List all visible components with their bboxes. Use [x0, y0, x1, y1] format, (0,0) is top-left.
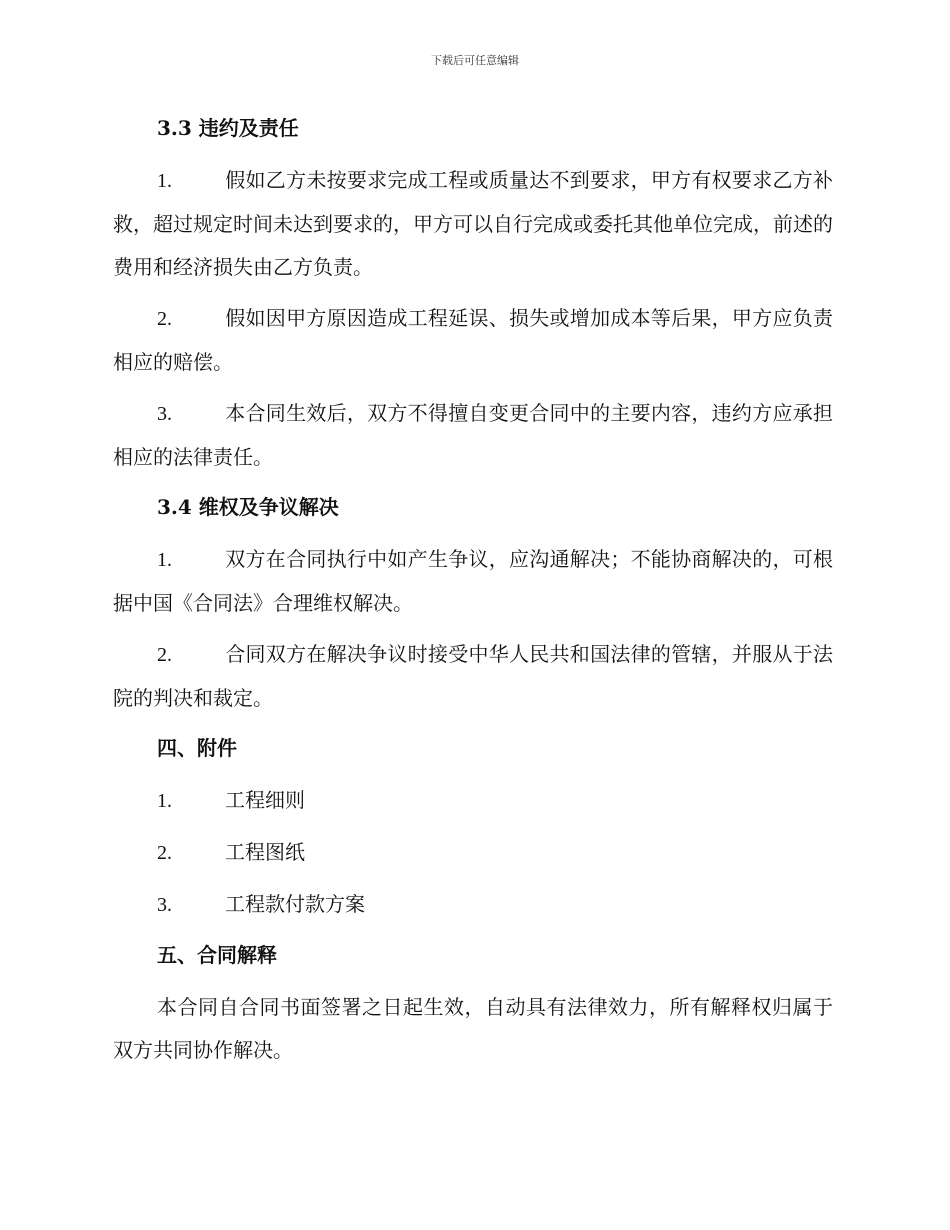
item-number: 2.	[157, 644, 172, 666]
item-number: 2.	[157, 842, 172, 864]
item-number: 1.	[157, 549, 172, 571]
item-text: 合同双方在解决争议时接受中华人民共和国法律的管辖，并服从于法院的判决和裁定。	[113, 642, 833, 710]
list-item	[113, 159, 833, 289]
item-text: 假如因甲方原因造成工程延误、损失或增加成本等后果，甲方应负责相应的赔偿。	[113, 306, 833, 374]
list-item	[113, 297, 833, 384]
section-heading-3-3: 3.3 违约及责任	[157, 116, 299, 140]
list-item	[113, 779, 833, 823]
item-number: 1.	[157, 790, 172, 812]
list-item	[113, 633, 833, 720]
section-heading-5: 五、合同解释	[157, 943, 277, 967]
list-item	[113, 392, 833, 479]
item-text: 工程细则	[225, 788, 305, 812]
list-item	[113, 883, 833, 927]
list-item	[113, 831, 833, 875]
section-heading-3-4: 3.4 维权及争议解决	[157, 495, 339, 519]
paragraph: 本合同自合同书面签署之日起生效，自动具有法律效力，所有解释权归属于双方共同协作解决。	[113, 995, 833, 1062]
item-text: 假如乙方未按要求完成工程或质量达不到要求，甲方有权要求乙方补救，超过规定时间未达到要求的，甲方可以自行完成或委托其他单位完成，前述的费用和经济损失由乙方负责。	[113, 168, 833, 279]
page-header: 下载后可任意编辑	[431, 54, 519, 67]
list-item	[113, 538, 833, 625]
section-heading-4: 四、附件	[157, 736, 237, 760]
item-text: 工程图纸	[225, 840, 305, 864]
item-number: 1.	[157, 170, 172, 192]
item-text: 双方在合同执行中如产生争议，应沟通解决；不能协商解决的，可根据中国《合同法》合理维权解决。	[113, 547, 833, 615]
item-number: 3.	[157, 403, 172, 425]
item-number: 2.	[157, 308, 172, 330]
item-text: 本合同生效后，双方不得擅自变更合同中的主要内容，违约方应承担相应的法律责任。	[113, 401, 833, 469]
item-text: 工程款付款方案	[225, 892, 365, 916]
item-number: 3.	[157, 894, 172, 916]
document-body	[113, 108, 833, 1072]
